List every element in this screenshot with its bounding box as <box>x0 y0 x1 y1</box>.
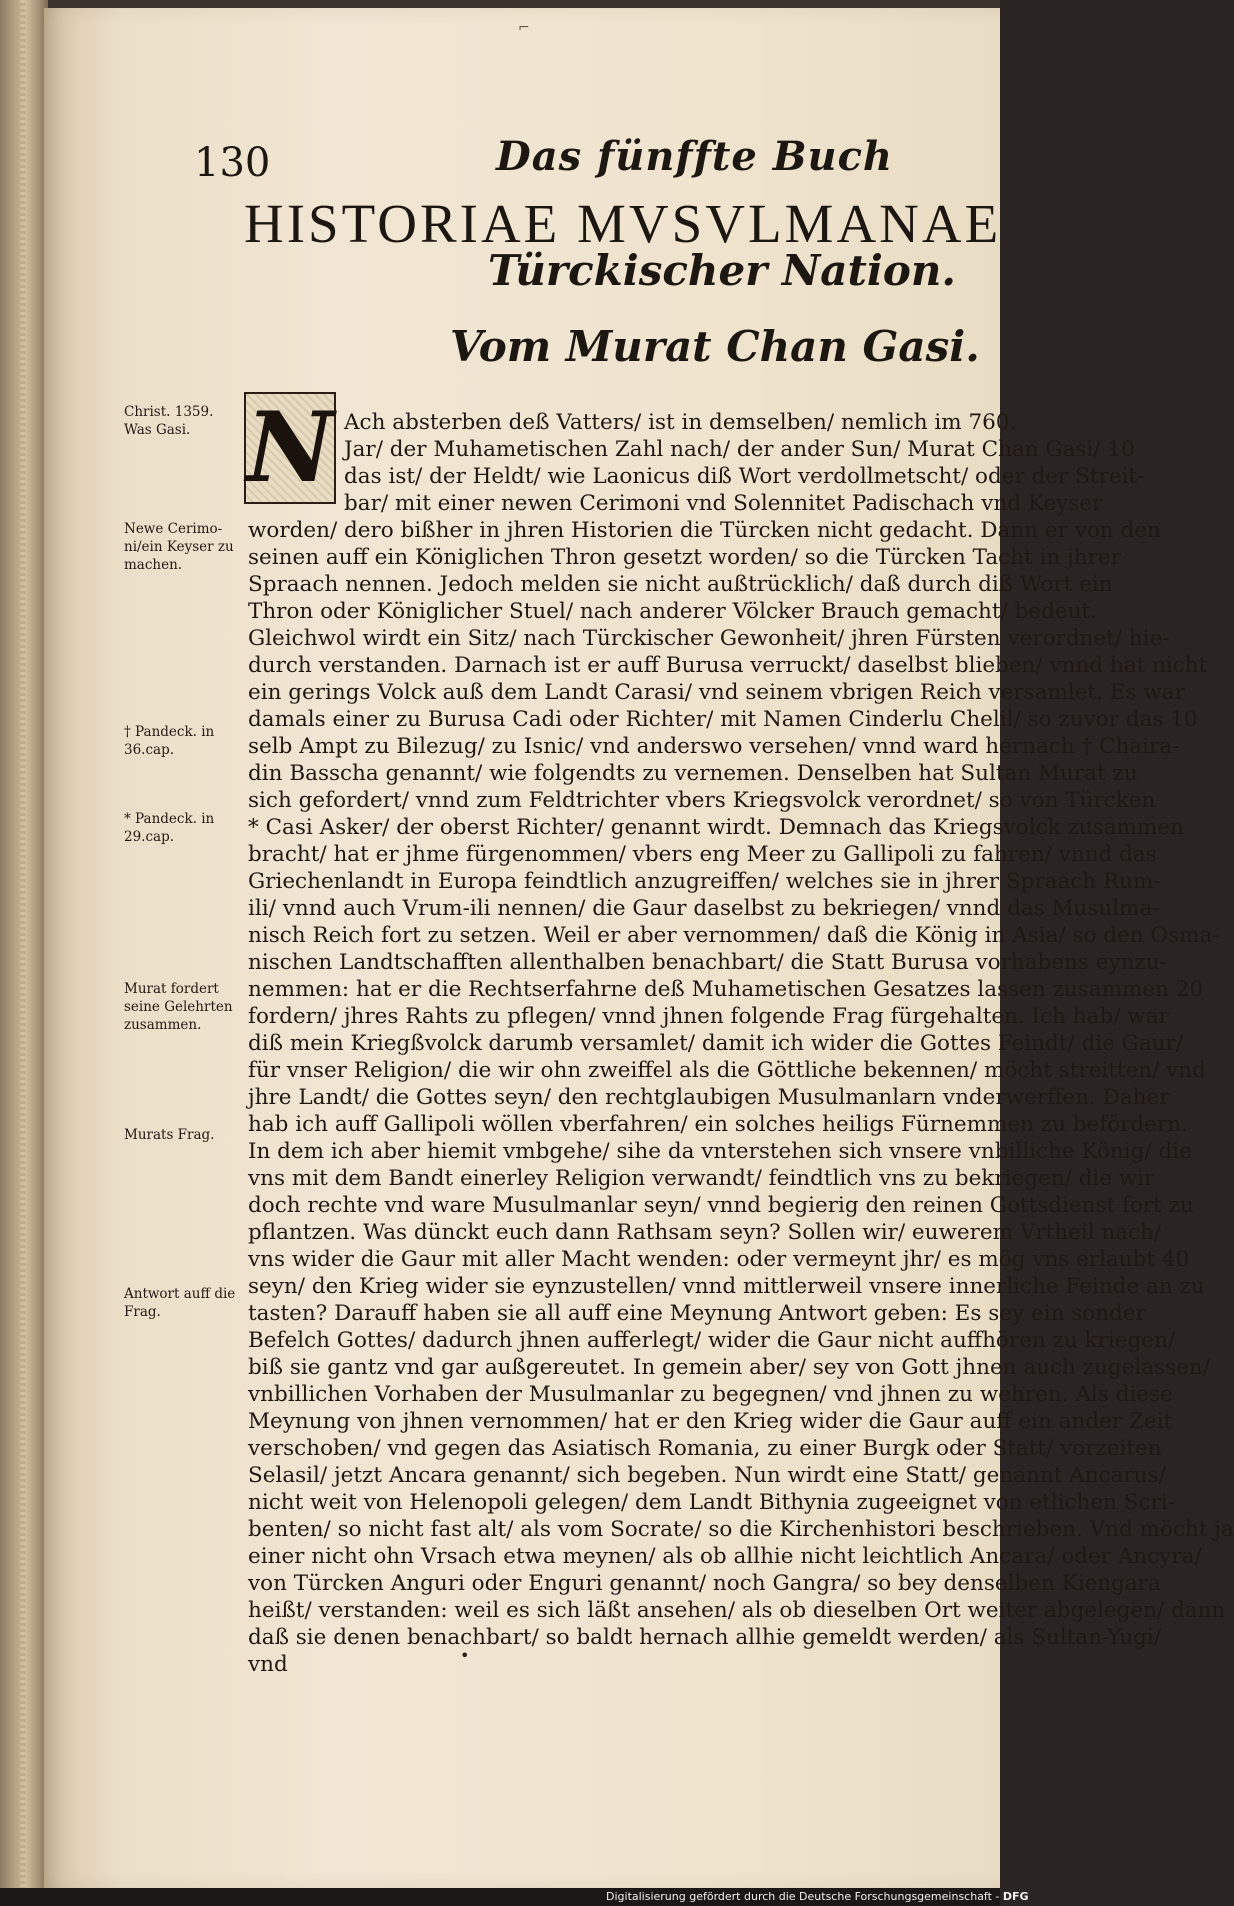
body-line: durch verstanden. Darnach ist er auff Burusa verruckt/ daselbst blieben/ vnnd hat nicht <box>248 653 1208 678</box>
body-line: für vnser Religion/ die wir ohn zweiffel als die Göttliche bekennen/ möcht streitten/ vnd <box>248 1058 1206 1083</box>
body-line: bar/ mit einer newen Cerimoni vnd Solennitet Padischach vnd Keyser <box>344 491 1103 516</box>
margin-note: Murats Frag. <box>124 1127 215 1143</box>
body-line: ein gerings Volck auß dem Landt Carasi/ vnd seinem vbrigen Reich versamlet. Es war <box>248 680 1185 705</box>
running-head: Das fünffte Buch <box>496 133 894 180</box>
body-line: diß mein Kriegßvolck darumb versamlet/ damit ich wider die Gottes Feindt/ die Gaur/ <box>248 1031 1184 1056</box>
margin-note: † Pandeck. in 36.cap. <box>124 724 215 758</box>
body-line: Jar/ der Muhametischen Zahl nach/ der ander Sun/ Murat Chan Gasi/ 10 <box>344 437 1135 462</box>
body-line: din Basscha genannt/ wie folgendts zu vernemen. Denselben hat Sultan Murat zu <box>248 761 1138 786</box>
body-line: nicht weit von Helenopoli gelegen/ dem Landt Bithynia zugeeignet von etlichen Scri- <box>248 1490 1175 1515</box>
body-line: biß sie gantz vnd gar außgereutet. In gemein aber/ sey von Gott jhnen auch zugelassen/ <box>248 1355 1210 1380</box>
body-line: seyn/ den Krieg wider sie eynzustellen/ vnnd mittlerweil vnsere innerliche Feinde an zu <box>248 1274 1205 1299</box>
body-line: hab ich auff Gallipoli wöllen vberfahren/ ein solches heiligs Fürnemmen zu befördern. <box>248 1112 1188 1137</box>
body-line: das ist/ der Heldt/ wie Laonicus diß Wort verdollmetscht/ oder der Streit- <box>344 464 1145 489</box>
margin-note: Murat fordert seine Gelehrten zusammen. <box>124 981 233 1033</box>
body-line: Meynung von jhnen vernommen/ hat er den Krieg wider die Gaur auff ein ander Zeit <box>248 1409 1173 1434</box>
digitization-credit <box>606 1889 1029 1905</box>
drop-cap-letter: N <box>246 391 334 504</box>
body-line: Selasil/ jetzt Ancara genannt/ sich begeben. Nun wirdt eine Statt/ genannt Ancarus/ <box>248 1463 1166 1488</box>
body-line: In dem ich aber hiemit vmbgehe/ sihe da vnterstehen sich vnsere vnbilliche König/ die <box>248 1139 1192 1164</box>
body-line: pflantzen. Was dünckt euch dann Rathsam seyn? Sollen wir/ euwerem Vrtheil nach/ <box>248 1220 1162 1245</box>
title-sub: Türckischer Nation. <box>488 246 957 295</box>
body-line: doch rechte vnd ware Musulmanlar seyn/ vnnd begierig den reinen Gottsdienst fort zu <box>248 1193 1194 1218</box>
margin-note: Antwort auff die Frag. <box>124 1286 236 1320</box>
body-line: einer nicht ohn Vrsach etwa meynen/ als ob allhie nicht leichtlich Ancara/ oder Ancyra/ <box>248 1544 1202 1569</box>
body-line: nischen Landtschafften allenthalben benachbart/ die Statt Burusa vorhabens eynzu- <box>248 950 1167 975</box>
body-line: selb Ampt zu Bilezug/ zu Isnic/ vnd anderswo versehen/ vnnd ward hernach † Chaira- <box>248 734 1180 759</box>
body-line: Ach absterben deß Vatters/ ist in demselben/ nemlich im 760. <box>344 410 1017 435</box>
body-line: verschoben/ vnd gegen das Asiatisch Romania, zu einer Burgk oder Statt/ vorzeiten <box>248 1436 1162 1461</box>
body-line: von Türcken Anguri oder Enguri genannt/ noch Gangra/ so bey denselben Kiengara <box>248 1571 1161 1596</box>
page-number: 130 <box>194 140 271 186</box>
margin-note: Newe Cerimo- ni/ein Keyser zu machen. <box>124 521 234 573</box>
body-line: vns wider die Gaur mit aller Macht wenden: oder vermeynt jhr/ es mög vns erlaubt 40 <box>248 1247 1190 1272</box>
body-line: vns mit dem Bandt einerley Religion verwandt/ feindtlich vns zu bekriegen/ die wir <box>248 1166 1155 1191</box>
body-line: nemmen: hat er die Rechtserfahrne deß Muhametischen Gesatzes lassen zusammen 20 <box>248 977 1204 1002</box>
chapter-title: Vom Murat Chan Gasi. <box>450 322 980 371</box>
body-line: Befelch Gottes/ dadurch jhnen aufferlegt/ wider die Gaur nicht auffhören zu kriegen/ <box>248 1328 1176 1353</box>
body-line: seinen auff ein Königlichen Thron gesetzt worden/ so die Türcken Tacht in jhrer <box>248 545 1121 570</box>
body-line: Gleichwol wirdt ein Sitz/ nach Türckischer Gewonheit/ jhren Fürsten verordnet/ hie- <box>248 626 1170 651</box>
body-line: vnd <box>248 1652 288 1677</box>
body-line: tasten? Darauff haben sie all auff eine Meynung Antwort geben: Es sey ein sonder <box>248 1301 1146 1326</box>
body-line: vnbillichen Vorhaben der Musulmanlar zu begegnen/ vnd jhnen zu wehren. Als diese <box>248 1382 1173 1407</box>
credit-text: Digitalisierung gefördert durch die Deutsche Forschungsgemeinschaft - <box>606 1890 1000 1903</box>
margin-note: * Pandeck. in 29.cap. <box>124 811 215 845</box>
body-line: * Casi Asker/ der oberst Richter/ genannt wirdt. Demnach das Kriegsvolck zusammen <box>248 815 1184 840</box>
body-line: benten/ so nicht fast alt/ als vom Socrate/ so die Kirchenhistori beschrieben. Vnd möcht ja <box>248 1517 1234 1542</box>
body-line: Thron oder Königlicher Stuel/ nach anderer Völcker Brauch gemacht/ bedeut. <box>248 599 1097 624</box>
body-line: Griechenlandt in Europa feindtlich anzugreiffen/ welches sie in jhrer Spraach Rum- <box>248 869 1161 894</box>
body-line: nisch Reich fort zu setzen. Weil er aber vernommen/ daß die König in Asia/ so den Osma- <box>248 923 1220 948</box>
ornament-dot: • <box>460 1646 470 1665</box>
body-line: worden/ dero bißher in jhren Historien die Türcken nicht gedacht. Dann er von den <box>248 518 1161 543</box>
body-line: daß sie denen benachbart/ so baldt hernach allhie gemeldt werden/ als Sultan-Yugi/ <box>248 1625 1161 1650</box>
body-line: bracht/ hat er jhme fürgenommen/ vbers eng Meer zu Gallipoli zu fahren/ vnnd das <box>248 842 1157 867</box>
body-line: Spraach nennen. Jedoch melden sie nicht außtrücklich/ daß durch diß Wort ein <box>248 572 1113 597</box>
page-top-mark: ⌐ <box>518 20 530 36</box>
title-main: HISTORIAE MVSVLMANAE <box>244 193 1002 254</box>
dfg-logo: DFG <box>1002 1890 1029 1903</box>
body-line: ili/ vnnd auch Vrum-ili nennen/ die Gaur daselbst zu bekriegen/ vnnd das Musulma- <box>248 896 1160 921</box>
body-line: jhre Landt/ die Gottes seyn/ den rechtglaubigen Musulmanlarn vnderwerffen. Daher <box>248 1085 1170 1110</box>
body-line: damals einer zu Burusa Cadi oder Richter/ mit Namen Cinderlu Chelil/ so zuvor das 10 <box>248 707 1198 732</box>
body-line: heißt/ verstanden: weil es sich läßt ansehen/ als ob dieselben Ort weiter abgelegen/ dann <box>248 1598 1226 1623</box>
body-line: sich gefordert/ vnnd zum Feldtrichter vbers Kriegsvolck verordnet/ so von Türcken <box>248 788 1156 813</box>
margin-note: Christ. 1359. Was Gasi. <box>124 404 214 438</box>
body-line: fordern/ jhres Rahts zu pflegen/ vnnd jhnen folgende Frag fürgehalten. Ich hab/ war <box>248 1004 1169 1029</box>
